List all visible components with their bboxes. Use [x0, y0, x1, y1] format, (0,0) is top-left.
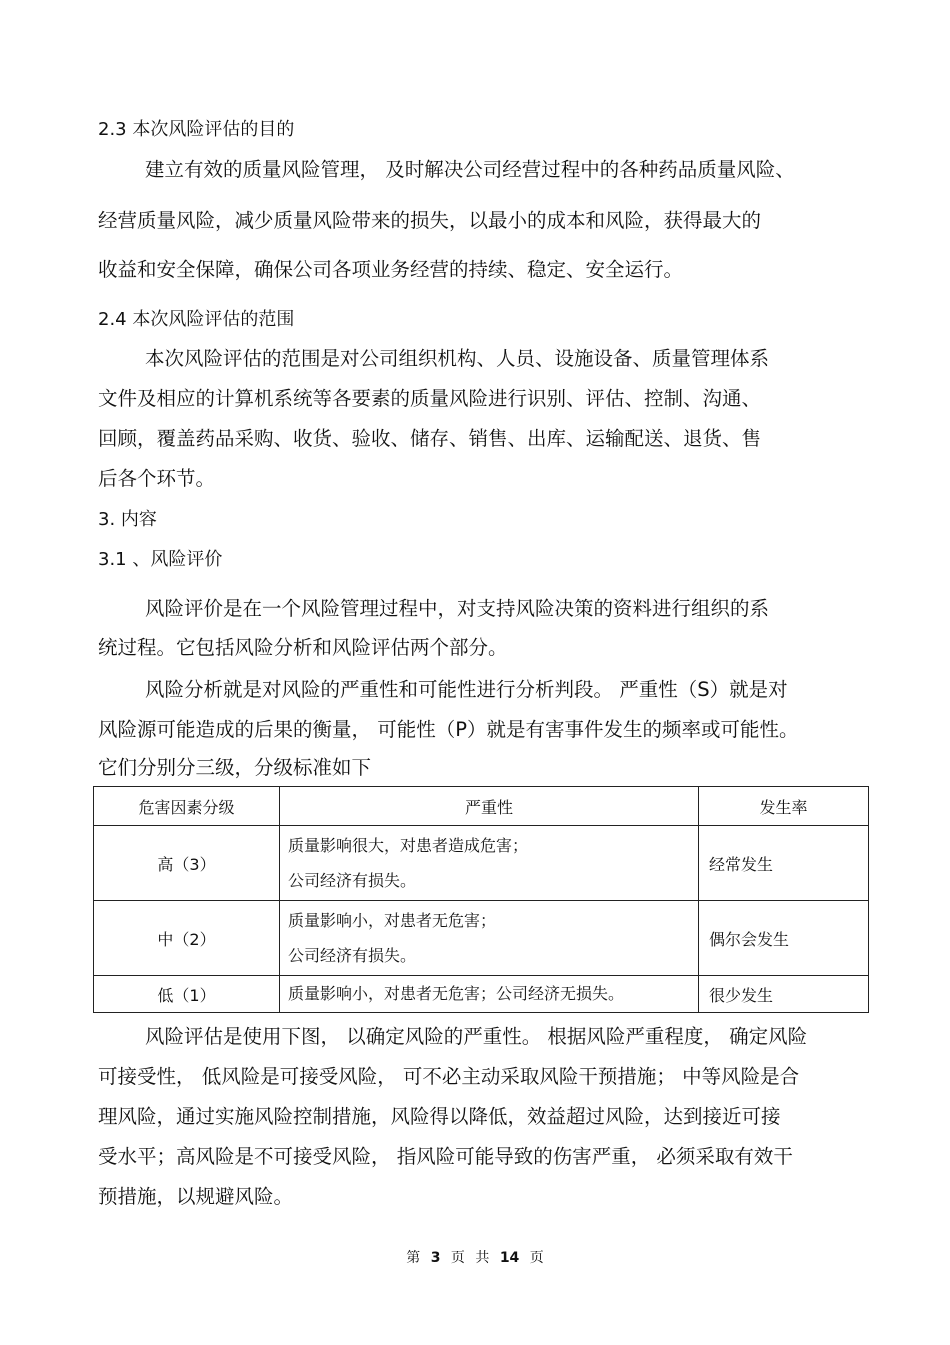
footer-page-number: 3	[430, 1250, 441, 1266]
section-3-1-para2-line-3: 它们分别分三级，分级标准如下	[98, 756, 372, 779]
severity-cell	[280, 901, 699, 976]
section-3-heading: 3. 内容	[98, 509, 157, 530]
table-row-medium	[94, 901, 869, 976]
rate-cell: 偶尔会发生	[699, 901, 869, 976]
section-2-4-line-2: 文件及相应的计算机系统等各要素的质量风险进行识别、评估、控制、沟通、	[98, 387, 762, 410]
footer-total-pages: 14	[499, 1250, 520, 1266]
assessment-line-2: 可接受性， 低风险是可接受风险， 可不必主动采取风险干预措施； 中等风险是合	[98, 1065, 800, 1088]
footer-middle: 页 共	[450, 1250, 490, 1266]
section-2-3-heading: 2.3 本次风险评估的目的	[98, 119, 295, 140]
section-2-4-line-1: 本次风险评估的范围是对公司组织机构、人员、设施设备、质量管理体系	[145, 347, 770, 370]
assessment-line-3: 理风险，通过实施风险控制措施，风险得以降低，效益超过风险，达到接近可接	[98, 1105, 781, 1128]
rate-cell: 经常发生	[699, 826, 869, 901]
section-3-1-para1-line-2: 统过程。它包括风险分析和风险评估两个部分。	[98, 636, 508, 659]
table-row-low	[94, 976, 869, 1013]
severity-cell	[280, 976, 699, 1013]
severity-line: 质量影响小，对患者无危害；公司经济无损失。	[288, 984, 625, 1003]
section-3-1-para1-line-1: 风险评价是在一个风险管理过程中，对支持风险决策的资料进行组织的系	[145, 597, 770, 620]
header-level: 危害因素分级	[94, 787, 280, 826]
footer-suffix: 页	[529, 1250, 544, 1266]
section-2-4-line-4: 后各个环节。	[98, 467, 216, 490]
assessment-line-4: 受水平；高风险是不可接受风险， 指风险可能导致的伤害严重， 必须采取有效干	[98, 1145, 793, 1168]
page-footer	[0, 1247, 950, 1267]
section-2-3-line-1: 建立有效的质量风险管理， 及时解决公司经营过程中的各种药品质量风险、	[145, 158, 795, 181]
severity-line: 公司经济有损失。	[288, 871, 417, 890]
section-2-3-line-3: 收益和安全保障，确保公司各项业务经营的持续、稳定、安全运行。	[98, 258, 684, 281]
severity-line: 质量影响小，对患者无危害；	[288, 911, 497, 930]
section-2-4-heading: 2.4 本次风险评估的范围	[98, 309, 295, 330]
level-cell: 中（2）	[94, 901, 280, 976]
header-severity: 严重性	[280, 787, 699, 826]
level-cell: 高（3）	[94, 826, 280, 901]
footer-prefix: 第	[406, 1250, 421, 1266]
severity-cell	[280, 826, 699, 901]
assessment-line-1: 风险评估是使用下图， 以确定风险的严重性。 根据风险严重程度， 确定风险	[145, 1025, 808, 1048]
severity-line: 质量影响很大，对患者造成危害；	[288, 836, 529, 855]
section-3-1-para2-line-1: 风险分析就是对风险的严重性和可能性进行分析判段。 严重性（S）就是对	[145, 678, 788, 701]
table-header-row	[94, 787, 869, 826]
table-row-high	[94, 826, 869, 901]
section-2-3-line-2: 经营质量风险，减少质量风险带来的损失，以最小的成本和风险，获得最大的	[98, 209, 762, 232]
severity-line: 公司经济有损失。	[288, 946, 417, 965]
section-3-1-para2-line-2: 风险源可能造成的后果的衡量， 可能性（P）就是有害事件发生的频率或可能性。	[98, 718, 799, 741]
section-2-4-line-3: 回顾，覆盖药品采购、收货、验收、储存、销售、出库、运输配送、退货、售	[98, 427, 762, 450]
risk-grade-table	[93, 786, 869, 1013]
header-rate: 发生率	[699, 787, 869, 826]
assessment-line-5: 预措施，以规避风险。	[98, 1185, 294, 1208]
level-cell: 低（1）	[94, 976, 280, 1013]
rate-cell: 很少发生	[699, 976, 869, 1013]
section-3-1-heading: 3.1 、风险评价	[98, 549, 223, 570]
